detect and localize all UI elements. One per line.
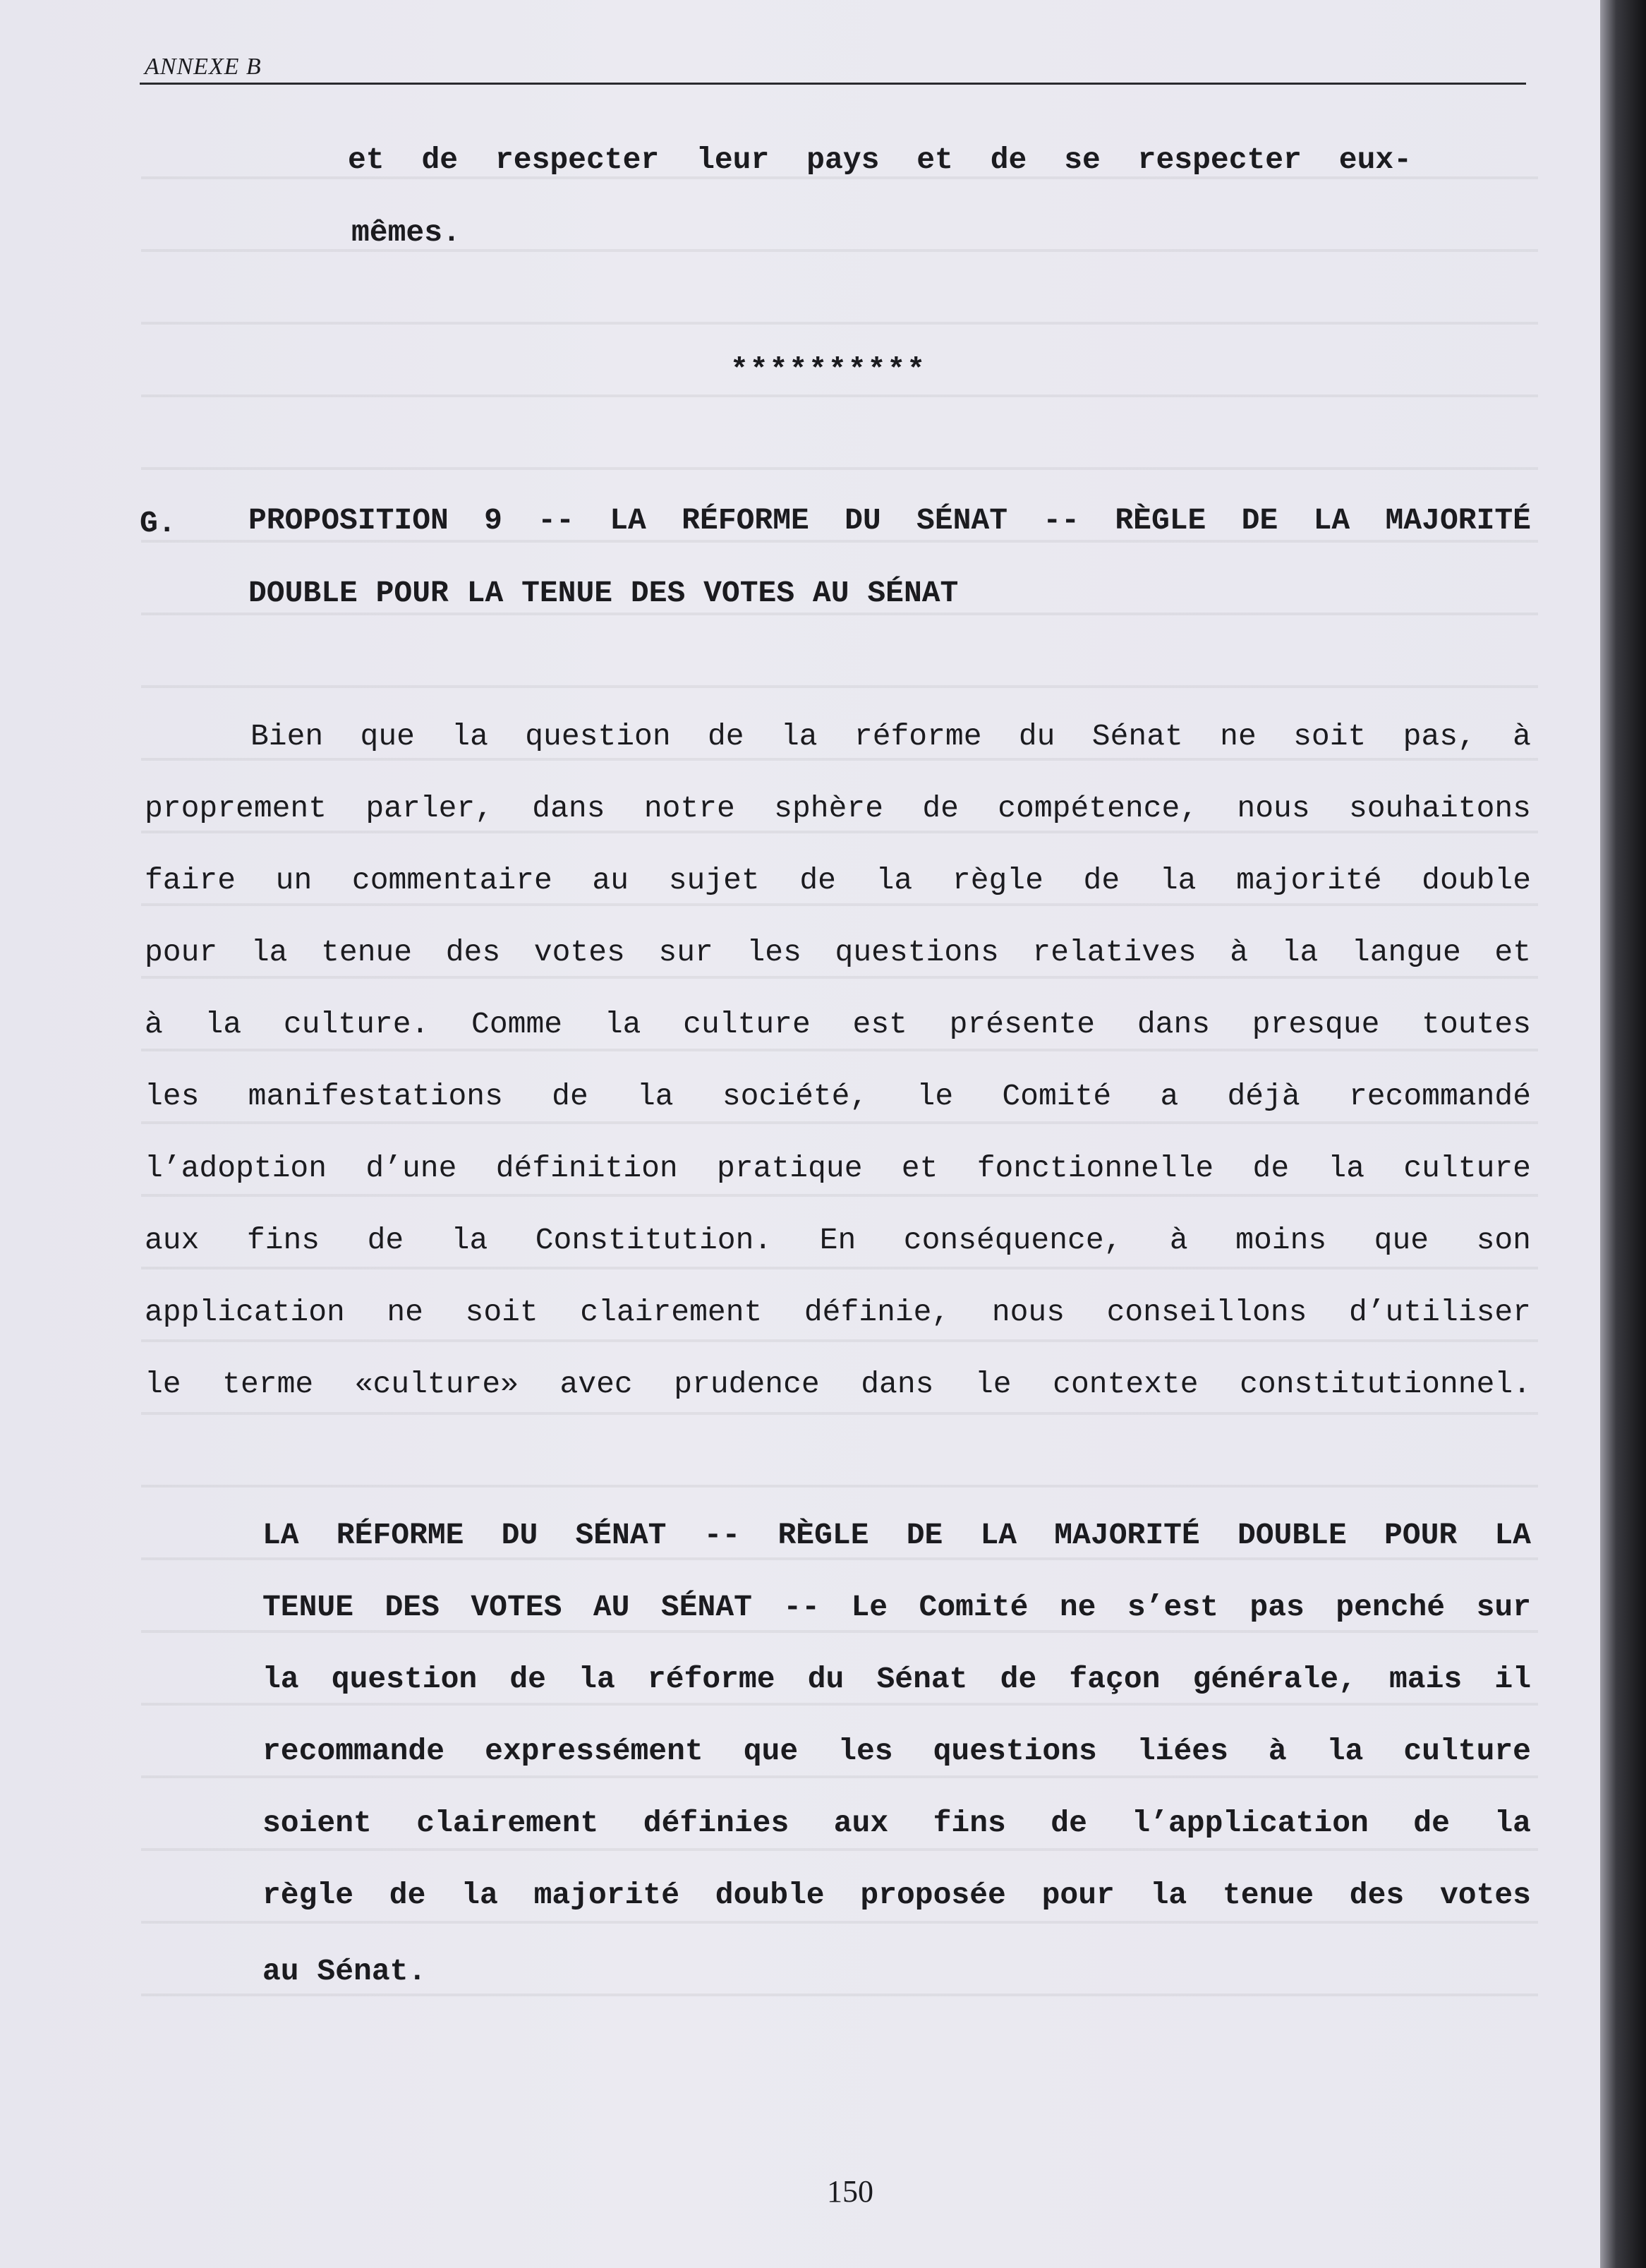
section-letter: G. [140,506,176,541]
book-spine-shadow [1600,0,1646,2268]
recommendation-line: règle de la majorité double proposée pour la tenue des votes [262,1878,1531,1912]
paragraph-line: proprement parler, dans notre sphère de compétence, nous souhaitons [145,791,1531,826]
recommendation-line: TENUE DES VOTES AU SÉNAT -- Le Comité ne s’est pas penché sur [262,1590,1531,1624]
recommendation-line: soient clairement définies aux fins de l’application de la [262,1806,1531,1840]
header-rule [140,83,1526,85]
paragraph-line: faire un commentaire au sujet de la règle de la majorité double [145,863,1531,898]
paragraph-line: le terme «culture» avec prudence dans le contexte constitutionnel. [145,1367,1531,1401]
paragraph-line: Bien que la question de la réforme du Sénat ne soit pas, à [250,719,1531,754]
recommendation-line: recommande expressément que les questions liées à la culture [262,1734,1531,1768]
recommendation-line: la question de la réforme du Sénat de façon générale, mais il [262,1662,1531,1696]
section-title-line: DOUBLE POUR LA TENUE DES VOTES AU SÉNAT [248,576,959,610]
paragraph-line: à la culture. Comme la culture est présente dans presque toutes [145,1007,1531,1042]
running-header: ANNEXE B [145,54,262,80]
section-separator: ********** [730,353,927,387]
paragraph-line: pour la tenue des votes sur les questions relatives à la langue et [145,935,1531,970]
continuation-line: mêmes. [351,215,461,250]
continuation-line: et de respecter leur pays et de se respecter eux- [348,143,1412,177]
page-number: 150 [827,2174,873,2209]
paragraph-line: application ne soit clairement définie, nous conseillons d’utiliser [145,1295,1531,1329]
section-title-line: PROPOSITION 9 -- LA RÉFORME DU SÉNAT -- RÈGLE DE LA MAJORITÉ [248,503,1531,538]
paragraph-line: l’adoption d’une définition pratique et fonctionnelle de la culture [145,1151,1531,1186]
recommendation-line: LA RÉFORME DU SÉNAT -- RÈGLE DE LA MAJORITÉ DOUBLE POUR LA [262,1518,1531,1552]
recommendation-line: au Sénat. [262,1954,427,1989]
paragraph-line: aux fins de la Constitution. En conséquence, à moins que son [145,1223,1531,1257]
paragraph-line: les manifestations de la société, le Comité a déjà recommandé [145,1079,1531,1114]
